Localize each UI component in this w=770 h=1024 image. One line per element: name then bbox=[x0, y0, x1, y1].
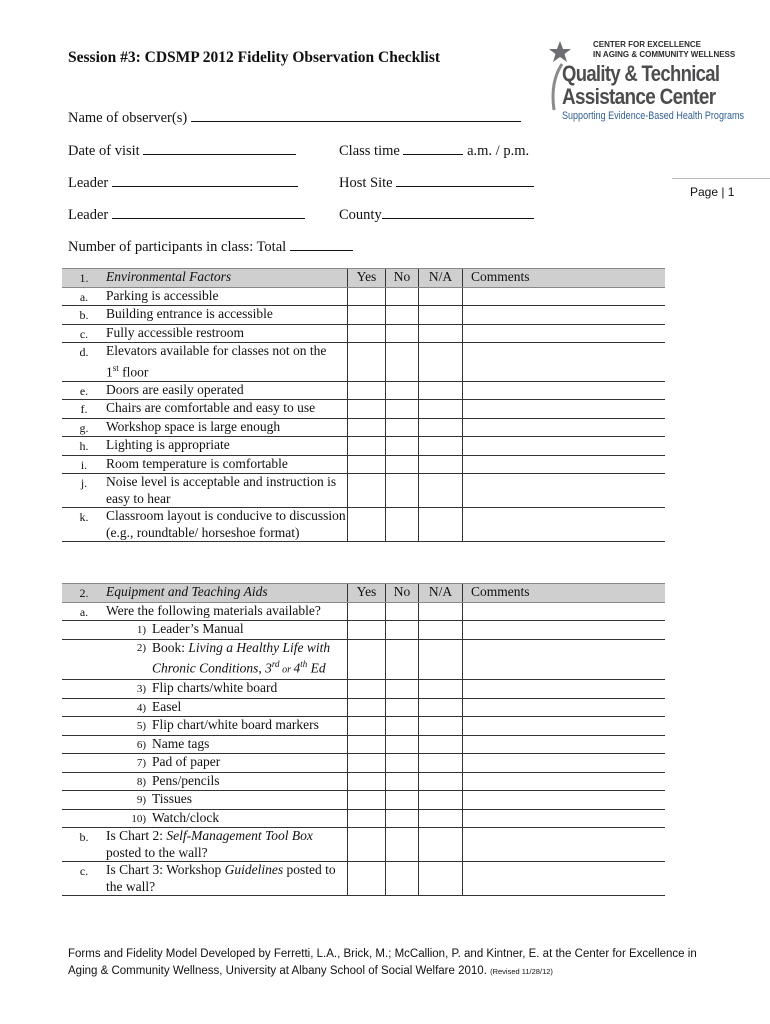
table-row bbox=[62, 791, 665, 810]
yes-cell[interactable] bbox=[348, 717, 386, 736]
table-row bbox=[62, 862, 665, 896]
yes-cell[interactable] bbox=[348, 809, 386, 828]
comments-cell[interactable] bbox=[463, 324, 666, 343]
yes-cell[interactable] bbox=[348, 772, 386, 791]
item-text: Workshop space is large enough bbox=[106, 418, 348, 437]
table-row bbox=[62, 717, 665, 736]
table-row bbox=[62, 400, 665, 419]
item-text: Were the following materials available? bbox=[106, 602, 348, 621]
footer-note bbox=[68, 946, 708, 980]
leader1-field bbox=[68, 172, 298, 192]
comments-cell[interactable] bbox=[463, 698, 666, 717]
host-site-input-line[interactable] bbox=[396, 172, 534, 187]
item-text bbox=[106, 621, 348, 640]
na-cell[interactable] bbox=[419, 602, 463, 621]
item-text-post: posted to the wall? bbox=[106, 844, 208, 860]
section2-heading: Equipment and Teaching Aids bbox=[106, 584, 348, 603]
no-cell[interactable] bbox=[386, 680, 419, 699]
county-input-line[interactable] bbox=[382, 204, 534, 219]
observer-field bbox=[68, 107, 521, 127]
comments-cell[interactable] bbox=[463, 287, 666, 306]
no-cell[interactable] bbox=[386, 455, 419, 474]
material-label: 9) bbox=[136, 794, 146, 806]
table-row bbox=[62, 698, 665, 717]
spacer-cell bbox=[62, 735, 106, 754]
date-input-line[interactable] bbox=[143, 140, 296, 155]
no-cell[interactable] bbox=[386, 324, 419, 343]
material-text: Leader’s Manual bbox=[152, 621, 244, 636]
item-text: Fully accessible restroom bbox=[106, 324, 348, 343]
item-text-ordinal: 1 bbox=[106, 364, 113, 379]
yes-cell[interactable] bbox=[348, 828, 386, 862]
material-label: 10) bbox=[131, 812, 146, 825]
item-label: a. bbox=[62, 602, 106, 621]
table-row bbox=[62, 381, 665, 400]
material-text: Flip chart/white board markers bbox=[152, 717, 319, 732]
comments-cell[interactable] bbox=[463, 306, 666, 325]
na-cell[interactable] bbox=[419, 772, 463, 791]
yes-cell[interactable] bbox=[348, 791, 386, 810]
na-cell[interactable] bbox=[419, 306, 463, 325]
host-site-label: Host Site bbox=[339, 175, 393, 191]
item-label: a. bbox=[62, 287, 106, 306]
class-time-label: Class time bbox=[339, 143, 400, 159]
table-row bbox=[62, 772, 665, 791]
material-text-or: or bbox=[279, 664, 294, 676]
comments-column-header: Comments bbox=[463, 584, 666, 603]
material-text: Tissues bbox=[152, 791, 193, 806]
table-row bbox=[62, 639, 665, 680]
section2-number: 2. bbox=[62, 584, 106, 603]
material-text: Watch/clock bbox=[152, 809, 220, 825]
material-text: Flip charts/white board bbox=[152, 680, 278, 695]
yes-cell[interactable] bbox=[348, 680, 386, 699]
comments-cell[interactable] bbox=[463, 809, 666, 828]
yes-cell[interactable] bbox=[348, 343, 386, 382]
comments-cell[interactable] bbox=[463, 602, 666, 621]
comments-column-header: Comments bbox=[463, 269, 666, 288]
item-label: b. bbox=[62, 306, 106, 325]
item-text: Room temperature is comfortable bbox=[106, 455, 348, 474]
leader2-field bbox=[68, 204, 305, 224]
item-label: f. bbox=[62, 400, 106, 419]
item-label: h. bbox=[62, 437, 106, 456]
table-row bbox=[62, 809, 665, 828]
footer-text: Forms and Fidelity Model Developed by Ferretti, L.A., Brick, M.; McCallion, P. and Kintner, E. at the Center for Excellence in Aging & Community Wellness, University at Albany School of Social Welfare 2010. bbox=[68, 948, 697, 977]
county-field bbox=[339, 204, 534, 224]
comments-cell[interactable] bbox=[463, 418, 666, 437]
page-title: Session #3: CDSMP 2012 Fidelity Observation Checklist bbox=[68, 49, 441, 66]
participants-label: Number of participants in class: Total bbox=[68, 239, 287, 255]
participants-input-line[interactable] bbox=[290, 236, 353, 251]
yes-cell[interactable] bbox=[348, 474, 386, 508]
section2-header-row bbox=[62, 584, 665, 603]
material-text: Name tags bbox=[152, 735, 210, 751]
yes-cell[interactable] bbox=[348, 639, 386, 680]
na-cell[interactable] bbox=[419, 508, 463, 542]
yes-cell[interactable] bbox=[348, 306, 386, 325]
na-cell[interactable] bbox=[419, 324, 463, 343]
spacer-cell bbox=[62, 809, 106, 828]
material-text-sup2: th bbox=[300, 659, 308, 669]
item-text-line2: floor bbox=[118, 364, 149, 379]
comments-cell[interactable] bbox=[463, 508, 666, 542]
spacer-cell bbox=[62, 680, 106, 699]
no-column-header: No bbox=[386, 584, 419, 603]
na-cell[interactable] bbox=[419, 621, 463, 640]
equipment-table bbox=[62, 583, 665, 896]
yes-cell[interactable] bbox=[348, 754, 386, 773]
item-label: c. bbox=[62, 324, 106, 343]
comments-cell[interactable] bbox=[463, 343, 666, 382]
participants-field bbox=[68, 236, 353, 256]
item-label: j. bbox=[62, 474, 106, 508]
comments-cell[interactable] bbox=[463, 772, 666, 791]
item-text bbox=[106, 809, 348, 828]
no-cell[interactable] bbox=[386, 474, 419, 508]
class-time-field bbox=[339, 140, 529, 160]
na-cell[interactable] bbox=[419, 828, 463, 862]
no-cell[interactable] bbox=[386, 418, 419, 437]
comments-cell[interactable] bbox=[463, 400, 666, 419]
yes-cell[interactable] bbox=[348, 621, 386, 640]
no-cell[interactable] bbox=[386, 809, 419, 828]
spacer-cell bbox=[62, 772, 106, 791]
no-cell[interactable] bbox=[386, 508, 419, 542]
page-number-box bbox=[672, 178, 770, 205]
table-row bbox=[62, 287, 665, 306]
material-text-book-title: Living a Healthy Life with Chronic Conditions, 3 bbox=[152, 639, 331, 676]
item-text-sup: st bbox=[112, 362, 119, 373]
logo-tagline: Supporting Evidence-Based Health Programs bbox=[562, 110, 745, 122]
item-text-italic: Self-Management Tool Box bbox=[166, 828, 313, 843]
spacer-cell bbox=[62, 639, 106, 680]
item-text bbox=[106, 343, 348, 382]
table-row bbox=[62, 735, 665, 754]
logo-title-1: Quality & Technical bbox=[562, 61, 720, 86]
na-cell[interactable] bbox=[419, 717, 463, 736]
table-row bbox=[62, 602, 665, 621]
material-text-edition: 4 bbox=[293, 660, 301, 676]
spacer-cell bbox=[62, 717, 106, 736]
table-row bbox=[62, 437, 665, 456]
na-cell[interactable] bbox=[419, 639, 463, 680]
yes-cell[interactable] bbox=[348, 418, 386, 437]
item-text: Doors are easily operated bbox=[106, 381, 348, 400]
table-row bbox=[62, 324, 665, 343]
material-text-sup1: rd bbox=[271, 659, 280, 669]
item-text bbox=[106, 791, 348, 810]
item-text-post: posted to the wall? bbox=[106, 862, 336, 894]
environmental-factors-table bbox=[62, 268, 665, 542]
comments-cell[interactable] bbox=[463, 754, 666, 773]
comments-cell[interactable] bbox=[463, 680, 666, 699]
item-label: i. bbox=[62, 455, 106, 474]
yes-column-header: Yes bbox=[348, 584, 386, 603]
logo-line-2: IN AGING & COMMUNITY WELLNESS bbox=[593, 50, 736, 59]
item-label: g. bbox=[62, 418, 106, 437]
no-cell[interactable] bbox=[386, 862, 419, 896]
item-label: e. bbox=[62, 381, 106, 400]
na-cell[interactable] bbox=[419, 680, 463, 699]
yes-cell[interactable] bbox=[348, 602, 386, 621]
material-label: 5) bbox=[136, 720, 146, 732]
yes-cell[interactable] bbox=[348, 698, 386, 717]
comments-cell[interactable] bbox=[463, 862, 666, 896]
item-text: Classroom layout is conducive to discussion (e.g., roundtable/ horseshoe format) bbox=[106, 508, 346, 540]
comments-cell[interactable] bbox=[463, 639, 666, 680]
item-text bbox=[106, 717, 348, 736]
item-label: c. bbox=[62, 862, 106, 896]
na-cell[interactable] bbox=[419, 287, 463, 306]
comments-cell[interactable] bbox=[463, 437, 666, 456]
na-cell[interactable] bbox=[419, 418, 463, 437]
na-column-header: N/A bbox=[419, 269, 463, 288]
item-text bbox=[106, 754, 348, 773]
comments-cell[interactable] bbox=[463, 717, 666, 736]
ampm-label: a.m. / p.m. bbox=[467, 143, 530, 159]
yes-cell[interactable] bbox=[348, 508, 386, 542]
no-cell[interactable] bbox=[386, 343, 419, 382]
material-text: Easel bbox=[152, 698, 182, 714]
na-cell[interactable] bbox=[419, 754, 463, 773]
no-cell[interactable] bbox=[386, 828, 419, 862]
leader1-label: Leader bbox=[68, 175, 109, 191]
material-label: 6) bbox=[136, 738, 146, 751]
yes-cell[interactable] bbox=[348, 437, 386, 456]
item-text: Building entrance is accessible bbox=[106, 306, 348, 325]
na-column-header: N/A bbox=[419, 584, 463, 603]
item-text: Noise level is acceptable and instruction is easy to hear bbox=[106, 474, 348, 508]
class-time-input-line[interactable] bbox=[403, 140, 463, 155]
leader2-input-line[interactable] bbox=[112, 204, 305, 219]
observer-label: Name of observer(s) bbox=[68, 110, 188, 126]
item-text bbox=[106, 772, 348, 791]
yes-cell[interactable] bbox=[348, 862, 386, 896]
table-row bbox=[62, 455, 665, 474]
comments-cell[interactable] bbox=[463, 791, 666, 810]
logo-title-2: Assistance Center bbox=[562, 84, 716, 109]
date-field bbox=[68, 140, 296, 160]
item-text bbox=[106, 680, 348, 699]
spacer-cell bbox=[62, 791, 106, 810]
item-text-line1: Elevators available for classes not on the bbox=[106, 343, 327, 358]
comments-cell[interactable] bbox=[463, 455, 666, 474]
comments-cell[interactable] bbox=[463, 474, 666, 508]
item-text bbox=[106, 862, 348, 896]
no-column-header: No bbox=[386, 269, 419, 288]
no-cell[interactable] bbox=[386, 287, 419, 306]
table-row bbox=[62, 508, 665, 542]
table-row bbox=[62, 306, 665, 325]
no-cell[interactable] bbox=[386, 772, 419, 791]
na-cell[interactable] bbox=[419, 474, 463, 508]
no-cell[interactable] bbox=[386, 621, 419, 640]
item-text-italic: Guidelines bbox=[224, 862, 284, 877]
yes-cell[interactable] bbox=[348, 455, 386, 474]
comments-cell[interactable] bbox=[463, 828, 666, 862]
table-row bbox=[62, 418, 665, 437]
table-row bbox=[62, 828, 665, 862]
no-cell[interactable] bbox=[386, 791, 419, 810]
table-row bbox=[62, 621, 665, 640]
item-label: d. bbox=[62, 343, 106, 382]
na-cell[interactable] bbox=[419, 791, 463, 810]
material-label: 1) bbox=[136, 624, 146, 636]
material-text-pre: Book: bbox=[152, 639, 189, 655]
item-text: Chairs are comfortable and easy to use bbox=[106, 400, 348, 419]
na-cell[interactable] bbox=[419, 400, 463, 419]
date-label: Date of visit bbox=[68, 143, 140, 159]
material-text-ed: Ed bbox=[307, 660, 326, 676]
section1-header-row bbox=[62, 269, 665, 288]
spacer-cell bbox=[62, 698, 106, 717]
no-cell[interactable] bbox=[386, 400, 419, 419]
yes-cell[interactable] bbox=[348, 287, 386, 306]
qtac-logo bbox=[548, 38, 748, 124]
comments-cell[interactable] bbox=[463, 381, 666, 400]
item-text bbox=[106, 828, 348, 862]
item-label: b. bbox=[62, 828, 106, 862]
item-text-pre: Is Chart 3: Workshop bbox=[106, 862, 225, 877]
na-cell[interactable] bbox=[419, 862, 463, 896]
material-text: Pad of paper bbox=[152, 754, 221, 769]
na-cell[interactable] bbox=[419, 437, 463, 456]
no-cell[interactable] bbox=[386, 735, 419, 754]
material-label: 8) bbox=[136, 775, 146, 788]
no-cell[interactable] bbox=[386, 639, 419, 680]
host-site-field bbox=[339, 172, 534, 192]
na-cell[interactable] bbox=[419, 455, 463, 474]
no-cell[interactable] bbox=[386, 602, 419, 621]
na-cell[interactable] bbox=[419, 809, 463, 828]
na-cell[interactable] bbox=[419, 343, 463, 382]
comments-cell[interactable] bbox=[463, 621, 666, 640]
yes-cell[interactable] bbox=[348, 381, 386, 400]
item-text: Lighting is appropriate bbox=[106, 437, 348, 456]
no-cell[interactable] bbox=[386, 717, 419, 736]
revised-date: (Revised 11/28/12) bbox=[490, 967, 553, 976]
material-label: 3) bbox=[136, 683, 146, 695]
material-label: 2) bbox=[136, 641, 146, 654]
logo-line-1: CENTER FOR EXCELLENCE bbox=[593, 40, 702, 49]
table-row bbox=[62, 474, 665, 508]
section1-heading: Environmental Factors bbox=[106, 269, 348, 288]
item-text-pre: Is Chart 2: bbox=[106, 828, 167, 843]
na-cell[interactable] bbox=[419, 698, 463, 717]
observer-input-line[interactable] bbox=[191, 107, 521, 122]
no-cell[interactable] bbox=[386, 306, 419, 325]
leader1-input-line[interactable] bbox=[112, 172, 298, 187]
table-row bbox=[62, 343, 665, 382]
leader2-label: Leader bbox=[68, 207, 109, 223]
no-cell[interactable] bbox=[386, 437, 419, 456]
item-text bbox=[106, 698, 348, 717]
no-cell[interactable] bbox=[386, 381, 419, 400]
yes-cell[interactable] bbox=[348, 400, 386, 419]
material-text: Pens/pencils bbox=[152, 772, 220, 788]
item-text: Parking is accessible bbox=[106, 287, 348, 306]
spacer-cell bbox=[62, 621, 106, 640]
yes-cell[interactable] bbox=[348, 735, 386, 754]
na-cell[interactable] bbox=[419, 735, 463, 754]
item-label: k. bbox=[62, 508, 106, 542]
yes-column-header: Yes bbox=[348, 269, 386, 288]
item-text bbox=[106, 639, 348, 680]
no-cell[interactable] bbox=[386, 698, 419, 717]
yes-cell[interactable] bbox=[348, 324, 386, 343]
no-cell[interactable] bbox=[386, 754, 419, 773]
spacer-cell bbox=[62, 754, 106, 773]
comments-cell[interactable] bbox=[463, 735, 666, 754]
material-label: 7) bbox=[136, 757, 146, 769]
page-number: Page | 1 bbox=[690, 185, 735, 199]
item-text bbox=[106, 735, 348, 754]
section1-number: 1. bbox=[62, 269, 106, 288]
table-row bbox=[62, 754, 665, 773]
material-label: 4) bbox=[136, 701, 146, 714]
na-cell[interactable] bbox=[419, 381, 463, 400]
table-row bbox=[62, 680, 665, 699]
county-label: County bbox=[339, 207, 382, 223]
